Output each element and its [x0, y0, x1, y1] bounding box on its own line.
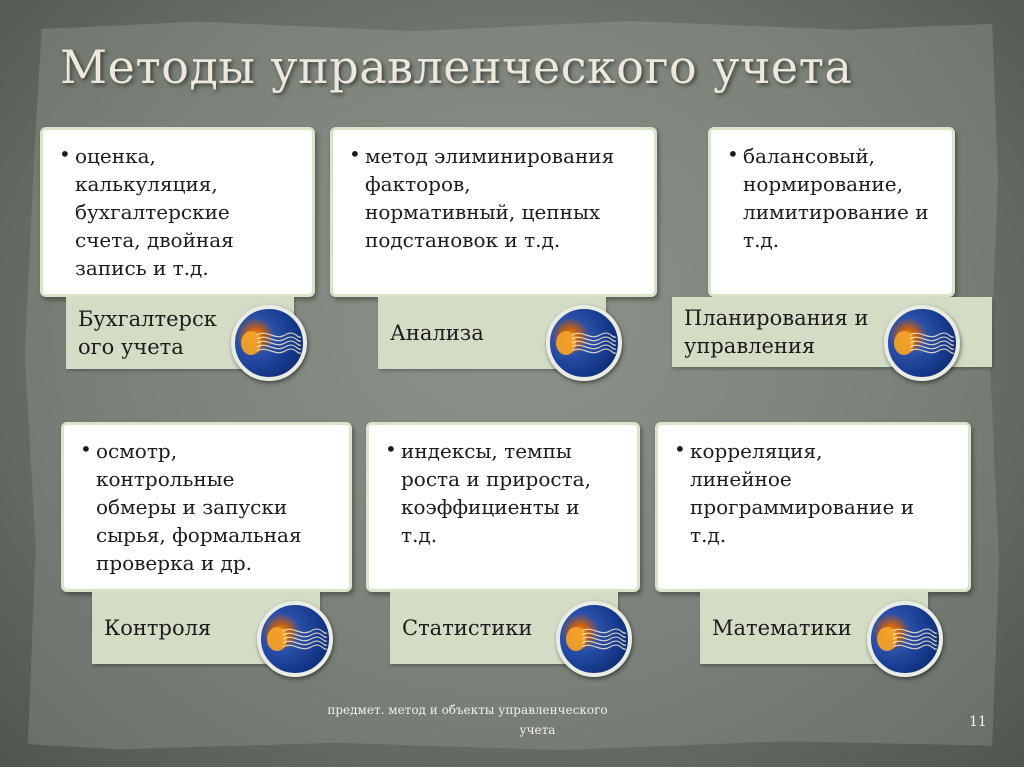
slide-title: Методы управленческого учета: [60, 40, 853, 94]
card-line: сырья, формальная: [96, 523, 302, 547]
label-line: Анализа: [390, 321, 484, 345]
label-line: Статистики: [402, 616, 533, 640]
method-card-planning: [708, 127, 955, 297]
jellyfish-glyph: [871, 605, 939, 673]
card-line: т.д.: [743, 228, 780, 252]
method-card-mathematics: [655, 422, 971, 592]
card-line: проверка и др.: [96, 551, 253, 575]
page-number: 11: [969, 714, 987, 730]
label-line: Планирования и: [684, 306, 869, 330]
slide-footer: [285, 700, 650, 740]
label-line: Контроля: [104, 616, 212, 640]
card-line: программирование и: [690, 495, 915, 519]
method-card-analysis: [330, 127, 657, 297]
card-line: • осмотр,: [96, 437, 339, 465]
card-line: подстановок и т.д.: [365, 228, 561, 252]
label-line: управления: [684, 334, 816, 358]
card-line: нормативный, цепных: [365, 200, 601, 224]
card-line: контрольные: [96, 467, 235, 491]
card-line: линейное: [690, 467, 792, 491]
card-line: • оценка,: [75, 142, 302, 170]
card-line: • корреляция,: [690, 437, 958, 465]
jellyfish-photo-icon: [884, 305, 960, 381]
card-line: • балансовый,: [743, 142, 942, 170]
card-line: • индексы, темпы: [401, 437, 627, 465]
method-card-control: [61, 422, 352, 592]
card-line: бухгалтерские: [75, 200, 230, 224]
card-line: коэффициенты и: [401, 495, 580, 519]
card-line: роста и прироста,: [401, 467, 591, 491]
card-line: счета, двойная: [75, 228, 234, 252]
jellyfish-glyph: [550, 309, 618, 377]
jellyfish-glyph: [235, 309, 303, 377]
card-line: калькуляция,: [75, 172, 218, 196]
card-line: факторов,: [365, 172, 471, 196]
footer-line: учета: [519, 723, 556, 737]
method-card-accounting: [40, 127, 315, 297]
card-line: нормирование,: [743, 172, 903, 196]
jellyfish-photo-icon: [257, 601, 333, 677]
jellyfish-glyph: [888, 309, 956, 377]
card-line: • метод элиминирования: [365, 142, 644, 170]
card-line: обмеры и запуски: [96, 495, 288, 519]
footer-line: предмет. метод и объекты управленческого: [327, 703, 608, 717]
jellyfish-photo-icon: [556, 601, 632, 677]
jellyfish-photo-icon: [867, 601, 943, 677]
jellyfish-photo-icon: [231, 305, 307, 381]
card-line: т.д.: [401, 523, 438, 547]
jellyfish-photo-icon: [546, 305, 622, 381]
card-line: т.д.: [690, 523, 727, 547]
label-line: Бухгалтерск: [78, 307, 217, 331]
label-line: Математики: [712, 616, 852, 640]
jellyfish-glyph: [560, 605, 628, 673]
label-line: ого учета: [78, 335, 184, 359]
card-line: лимитирование и: [743, 200, 929, 224]
method-card-statistics: [366, 422, 640, 592]
jellyfish-glyph: [261, 605, 329, 673]
card-line: запись и т.д.: [75, 256, 209, 280]
